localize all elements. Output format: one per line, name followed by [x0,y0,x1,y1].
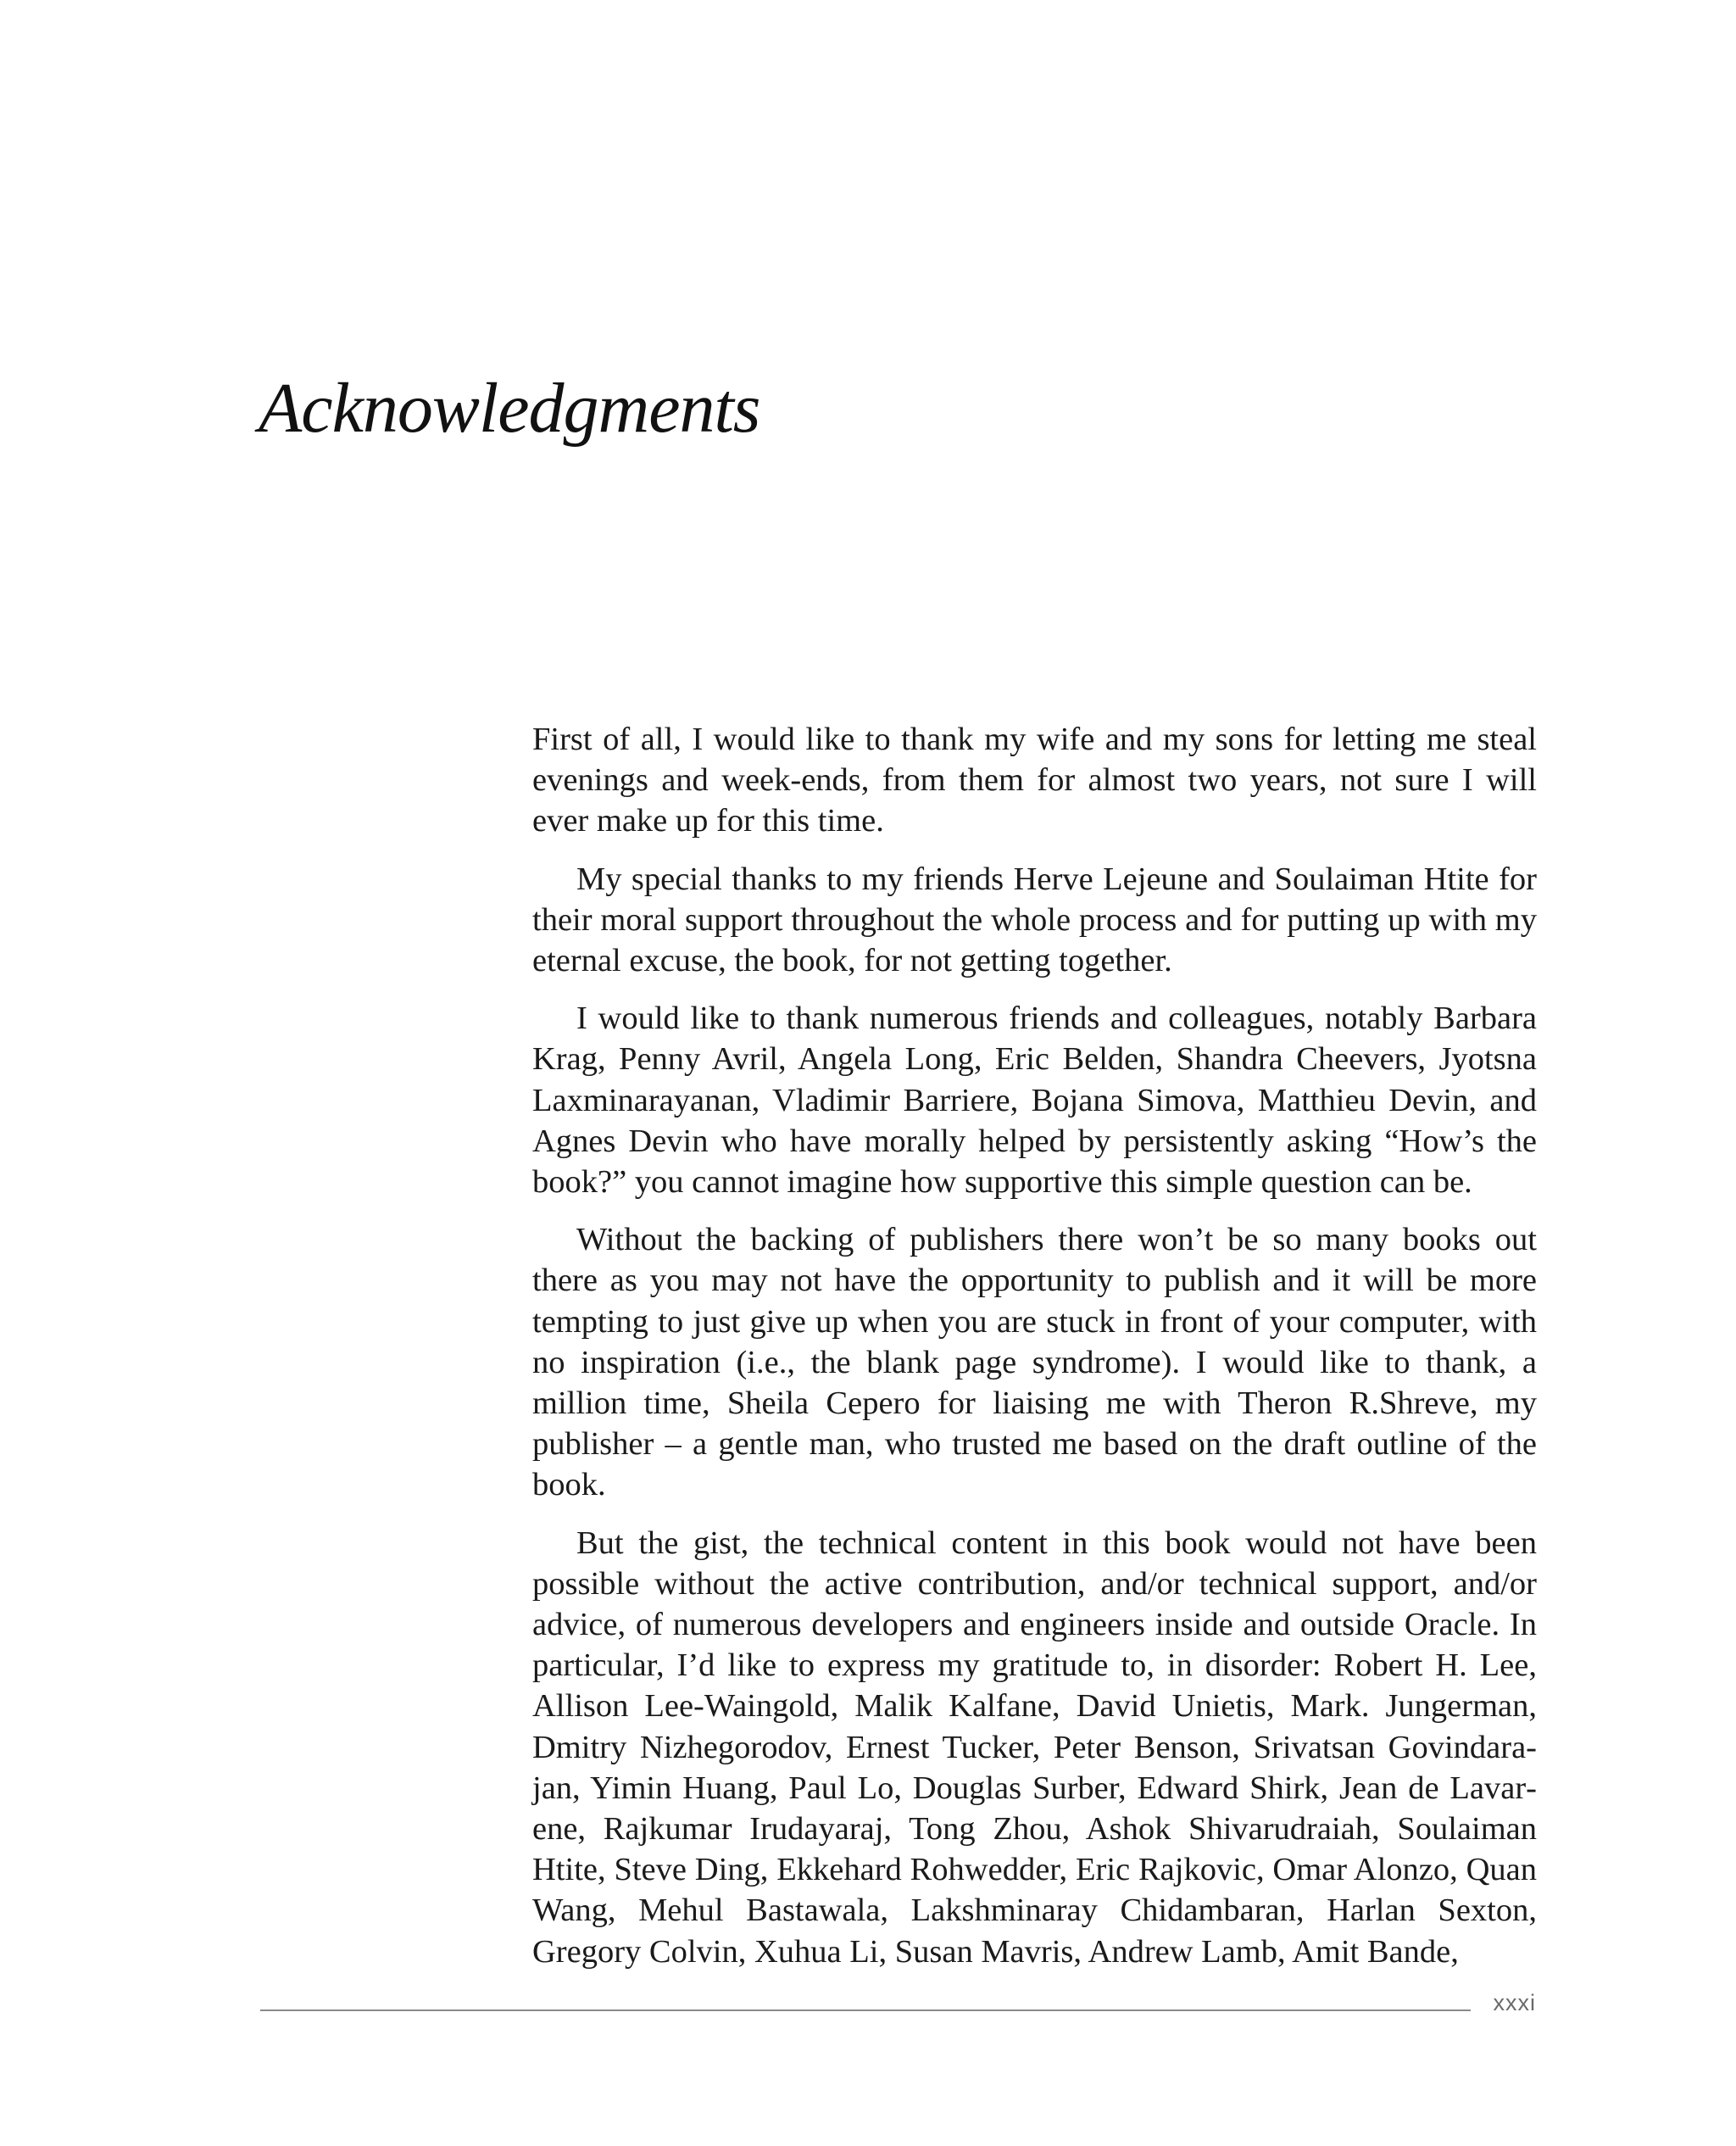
page-title: Acknowledgments [259,369,760,448]
paragraph-technical-thanks: But the gist, the technical content in this book would not have been possible without the active contribution, and/or technical support, and/or advice, of numerous developers and engineers inside and outside Oracle. In particular, I’d like to express my gratitude to, in disorder: Robert H. Lee, Allison Lee-Waingold, Malik Kalfane, David Unietis, Mark. Jungerman, Dmitry Nizhegorodov, Ernest Tucker, Peter Benson, Srivatsan Govindarajan, Yimin Huang, Paul Lo, Douglas Surber, Edward Shirk, Jean de Lavarene, Rajkumar Irudayaraj, Tong Zhou, Ashok Shivarudraiah, Soulaiman Htite, Steve Ding, Ekkehard Rohwedder, Eric Rajkovic, Omar Alonzo, Quan Wang, Mehul Bastawala, Lakshminaray Chidambaran, Harlan Sexton, Gregory Colvin, Xuhua Li, Susan Mavris, Andrew Lamb, Amit Bande, [532,1524,1537,1970]
paragraph-colleagues-thanks: I would like to thank numerous friends and colleagues, notably Barbara Krag, Penny Avril, Angela Long, Eric Belden, Shandra Cheevers, Jyotsna Laxminarayanan, Vladimir Barriere, Bojana Simova, Matthieu Devin, and Agnes Devin who have morally helped by persistently asking “How’s the book?” you cannot imagine how supportive this simple question can be. [532,1001,1537,1201]
paragraph-friends-thanks: My special thanks to my friends Herve Lejeune and Soulaiman Htite for their moral support throughout the whole process and for putting up with my eternal excuse, the book, for not getting together. [532,861,1537,979]
paragraph-family-thanks: First of all, I would like to thank my wife and my sons for letting me steal evenings and week-ends, from them for almost two years, not sure I will ever make up for this time. [532,722,1537,839]
page-number: xxxi [1493,1990,1536,2015]
paragraph-publisher-thanks: Without the backing of publishers there won’t be so many books out there as you may not have the opportunity to publish and it will be more tempting to just give up when you are stuck in front of your computer, with no inspiration (i.e., the blank page syndrome). I would like to thank, a million time, Sheila Cepero for liaising me with Theron R.Shreve, my publisher – a gentle man, who trusted me based on the draft outline of the book. [532,1222,1537,1503]
footer-rule [260,2009,1471,2011]
acknowledgments-body [532,719,1537,1989]
